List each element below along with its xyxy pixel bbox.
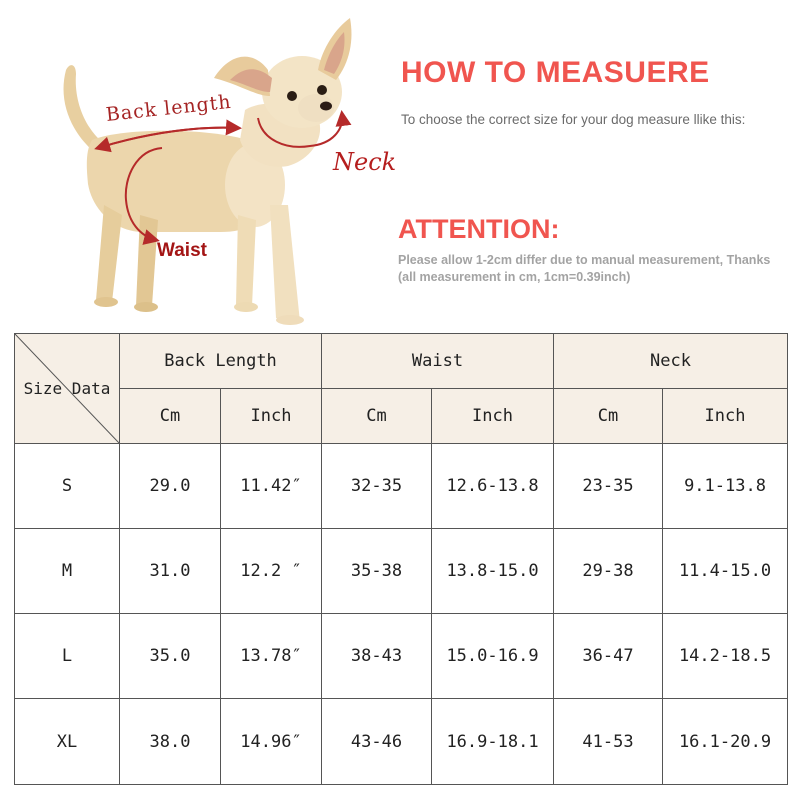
neck-label: Neck: [333, 148, 397, 176]
table-cell: 14.2-18.5: [663, 614, 788, 699]
how-to-measure-title: HOW TO MEASUERE: [401, 56, 710, 89]
table-cell: 16.9-18.1: [432, 699, 554, 785]
size-data-corner-cell: [15, 334, 120, 444]
table-cell: 13.8-15.0: [432, 529, 554, 614]
table-cell: 11.4-15.0: [663, 529, 788, 614]
dog-illustration: [0, 0, 400, 330]
table-cell: 16.1-20.9: [663, 699, 788, 785]
table-cell: 35-38: [322, 529, 432, 614]
unit-header-cell: Cm: [322, 389, 432, 444]
unit-header-cell: Inch: [432, 389, 554, 444]
unit-header-row: [15, 389, 788, 444]
table-cell: 15.0-16.9: [432, 614, 554, 699]
table-cell: 38-43: [322, 614, 432, 699]
table-cell: 32-35: [322, 444, 432, 529]
unit-header-cell: Cm: [554, 389, 663, 444]
table-row: [15, 699, 788, 785]
table-cell: 9.1-13.8: [663, 444, 788, 529]
table-cell: 41-53: [554, 699, 663, 785]
table-row: [15, 444, 788, 529]
unit-header-cell: Inch: [221, 389, 322, 444]
table-cell: 11.42″: [221, 444, 322, 529]
table-cell: 12.2 ″: [221, 529, 322, 614]
how-to-measure-text: To choose the correct size for your dog measure llike this:: [401, 112, 746, 127]
table-cell: 12.6-13.8: [432, 444, 554, 529]
group-header-back-length: Back Length: [120, 334, 322, 389]
attention-title: ATTENTION:: [398, 214, 560, 244]
size-cell: XL: [15, 699, 120, 785]
back-length-label: Back length: [104, 90, 233, 126]
table-cell: 35.0: [120, 614, 221, 699]
unit-header-cell: Inch: [663, 389, 788, 444]
group-header-row: [15, 334, 788, 389]
size-data-label: Size Data: [23, 378, 111, 398]
table-cell: 29.0: [120, 444, 221, 529]
size-chart-table: [14, 333, 788, 785]
table-row: [15, 614, 788, 699]
table-cell: 31.0: [120, 529, 221, 614]
waist-label: Waist: [157, 240, 207, 261]
table-cell: 13.78″: [221, 614, 322, 699]
table-row: [15, 529, 788, 614]
table-cell: 29-38: [554, 529, 663, 614]
table-cell: 14.96″: [221, 699, 322, 785]
attention-text: Please allow 1-2cm differ due to manual measurement, Thanks (all measurement in cm, 1cm=0.39inch): [398, 253, 771, 284]
unit-header-cell: Cm: [120, 389, 221, 444]
group-header-waist: Waist: [322, 334, 554, 389]
size-cell: S: [15, 444, 120, 529]
table-cell: 36-47: [554, 614, 663, 699]
size-cell: L: [15, 614, 120, 699]
group-header-neck: Neck: [554, 334, 788, 389]
table-cell: 43-46: [322, 699, 432, 785]
table-cell: 23-35: [554, 444, 663, 529]
table-cell: 38.0: [120, 699, 221, 785]
size-cell: M: [15, 529, 120, 614]
